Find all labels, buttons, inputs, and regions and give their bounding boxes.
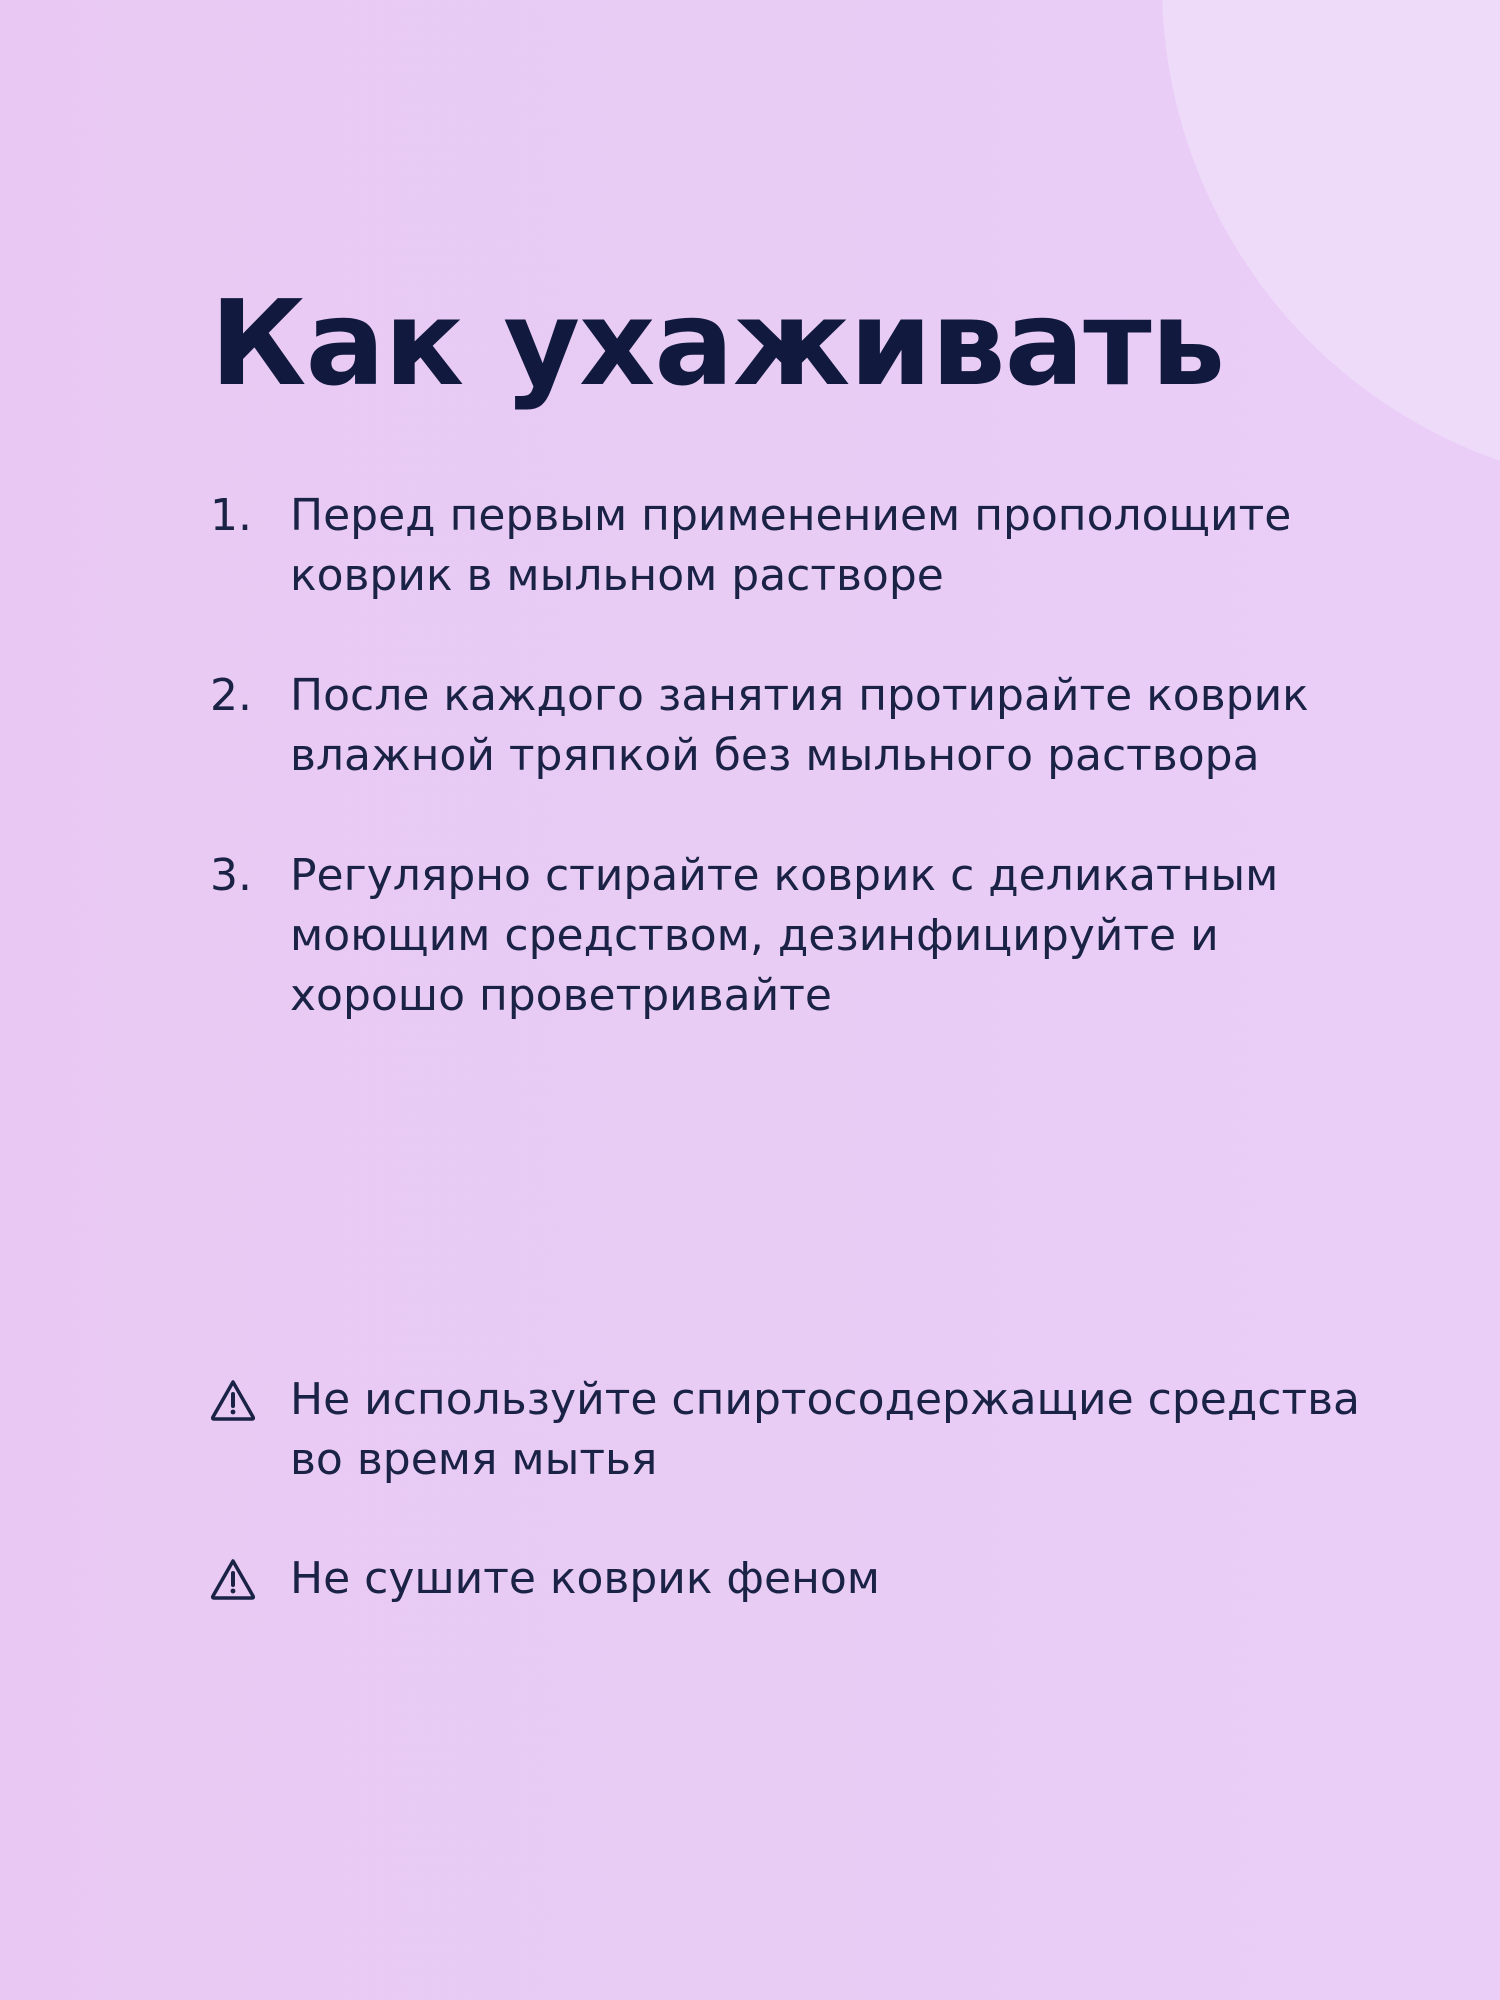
step-text: Перед первым применением прополощите коврик в мыльном растворе <box>290 490 1292 601</box>
warning-item <box>210 1549 1360 1609</box>
step-text: Регулярно стирайте коврик с деликатным моющим средством, дезинфицируйте и хорошо проветривайте <box>290 850 1279 1021</box>
warning-text: Не сушите коврик феном <box>290 1553 881 1604</box>
care-step <box>210 666 1330 786</box>
step-number: 2. <box>210 670 252 721</box>
care-steps-list <box>210 486 1330 1086</box>
step-text: После каждого занятия протирайте коврик влажной тряпкой без мыльного раствора <box>290 670 1309 781</box>
page-title: Как ухаживать <box>210 274 1225 412</box>
warning-text: Не используйте спиртосодержащие средства во время мытья <box>290 1374 1360 1485</box>
warnings-list <box>210 1370 1360 1668</box>
step-number: 1. <box>210 490 252 541</box>
warning-triangle-icon <box>210 1370 290 1430</box>
warning-triangle-icon <box>210 1549 290 1609</box>
warning-item <box>210 1370 1360 1490</box>
care-step <box>210 486 1330 606</box>
care-step <box>210 846 1330 1026</box>
step-number: 3. <box>210 850 252 901</box>
